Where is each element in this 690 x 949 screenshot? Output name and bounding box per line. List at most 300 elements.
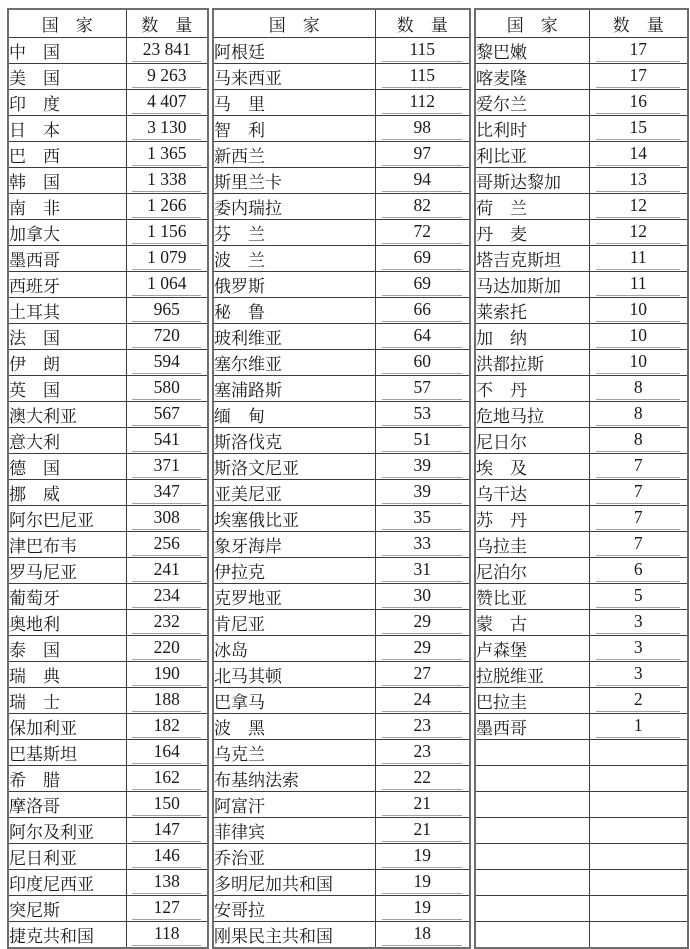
- country-cell: 中 国: [8, 38, 126, 64]
- country-cell: 乌干达: [475, 480, 589, 506]
- qty-value: 13: [596, 169, 680, 192]
- country-cell: 哥斯达黎加: [475, 168, 589, 194]
- table-row: [475, 402, 688, 428]
- qty-value: 3: [596, 611, 680, 634]
- table-row: [213, 324, 470, 350]
- country-cell: 缅 甸: [213, 402, 375, 428]
- header-row: [213, 9, 470, 38]
- table-row: [475, 298, 688, 324]
- table-row: [8, 636, 208, 662]
- qty-value: 720: [132, 325, 201, 348]
- qty-value: 57: [382, 377, 462, 400]
- table-row: [8, 896, 208, 922]
- qty-value: 150: [132, 793, 201, 816]
- table-row: [8, 194, 208, 220]
- table-row: [475, 116, 688, 142]
- qty-value: 30: [382, 585, 462, 608]
- table-row: [8, 428, 208, 454]
- country-cell: 南 非: [8, 194, 126, 220]
- country-cell: 卢森堡: [475, 636, 589, 662]
- country-cell: [475, 792, 589, 818]
- country-cell: 希 腊: [8, 766, 126, 792]
- qty-cell: [589, 584, 688, 610]
- qty-cell: [375, 636, 470, 662]
- qty-cell: [126, 688, 208, 714]
- table-row: [475, 506, 688, 532]
- qty-cell: [589, 90, 688, 116]
- table-row: [8, 870, 208, 896]
- qty-header: 数 量: [126, 9, 208, 38]
- qty-cell: [589, 480, 688, 506]
- qty-cell: [126, 792, 208, 818]
- qty-value: 1 064: [132, 273, 201, 296]
- header-row: [8, 9, 208, 38]
- table-row: [475, 636, 688, 662]
- table-row: [8, 610, 208, 636]
- qty-cell: [375, 454, 470, 480]
- qty-value: 82: [382, 195, 462, 218]
- country-cell: 肯尼亚: [213, 610, 375, 636]
- qty-cell: [375, 168, 470, 194]
- table-row: [475, 428, 688, 454]
- country-cell: 伊拉克: [213, 558, 375, 584]
- table-row: [213, 454, 470, 480]
- country-cell: 尼泊尔: [475, 558, 589, 584]
- qty-cell: [126, 740, 208, 766]
- qty-cell: [126, 922, 208, 949]
- table-row: [213, 480, 470, 506]
- qty-value: 35: [382, 507, 462, 530]
- qty-cell: [589, 818, 688, 844]
- qty-value: 19: [382, 871, 462, 894]
- qty-value: 27: [382, 663, 462, 686]
- table-row: [213, 766, 470, 792]
- table-row: [213, 246, 470, 272]
- header-row: [475, 9, 688, 38]
- qty-value: 39: [382, 455, 462, 478]
- qty-value: 69: [382, 273, 462, 296]
- table-row: [8, 688, 208, 714]
- country-cell: 瑞 典: [8, 662, 126, 688]
- qty-value: 66: [382, 299, 462, 322]
- table-row: [475, 220, 688, 246]
- table-row: [475, 558, 688, 584]
- qty-cell: [589, 350, 688, 376]
- qty-value: 164: [132, 741, 201, 764]
- qty-header: 数 量: [589, 9, 688, 38]
- qty-value: 29: [382, 637, 462, 660]
- country-cell: 亚美尼亚: [213, 480, 375, 506]
- country-cell: [475, 740, 589, 766]
- country-cell: 韩 国: [8, 168, 126, 194]
- qty-cell: [589, 896, 688, 922]
- qty-value: 11: [596, 247, 680, 270]
- qty-cell: [589, 714, 688, 740]
- country-cell: 意大利: [8, 428, 126, 454]
- table-row: [8, 298, 208, 324]
- qty-value: 241: [132, 559, 201, 582]
- table-row: [213, 870, 470, 896]
- country-cell: 斯洛文尼亚: [213, 454, 375, 480]
- country-cell: 乔治亚: [213, 844, 375, 870]
- table-row: [213, 688, 470, 714]
- country-cell: 摩洛哥: [8, 792, 126, 818]
- qty-cell: [126, 376, 208, 402]
- table-row: [213, 584, 470, 610]
- country-header: 国 家: [475, 9, 589, 38]
- qty-cell: [126, 532, 208, 558]
- country-cell: 比利时: [475, 116, 589, 142]
- country-cell: 加拿大: [8, 220, 126, 246]
- country-table-2: [212, 8, 471, 949]
- country-cell: 新西兰: [213, 142, 375, 168]
- qty-value: 33: [382, 533, 462, 556]
- country-cell: 奥地利: [8, 610, 126, 636]
- qty-cell: [126, 402, 208, 428]
- country-cell: 尼日利亚: [8, 844, 126, 870]
- qty-cell: [375, 896, 470, 922]
- table-row: [8, 818, 208, 844]
- qty-value: 19: [382, 897, 462, 920]
- qty-value: 31: [382, 559, 462, 582]
- qty-value: 4 407: [132, 91, 201, 114]
- qty-cell: [589, 246, 688, 272]
- qty-cell: [126, 90, 208, 116]
- table-row: [213, 220, 470, 246]
- country-table-1: [7, 8, 209, 949]
- qty-cell: [589, 428, 688, 454]
- qty-cell: [126, 714, 208, 740]
- qty-cell: [375, 870, 470, 896]
- table-row: [213, 272, 470, 298]
- table-row: [213, 350, 470, 376]
- country-cell: 多明尼加共和国: [213, 870, 375, 896]
- qty-value: 12: [596, 221, 680, 244]
- qty-cell: [375, 38, 470, 64]
- qty-cell: [375, 350, 470, 376]
- country-cell: 黎巴嫩: [475, 38, 589, 64]
- table-row: [213, 896, 470, 922]
- country-cell: 德 国: [8, 454, 126, 480]
- country-cell: 日 本: [8, 116, 126, 142]
- country-cell: 法 国: [8, 324, 126, 350]
- country-cell: 象牙海岸: [213, 532, 375, 558]
- qty-cell: [126, 870, 208, 896]
- qty-cell: [589, 116, 688, 142]
- qty-value: 8: [596, 403, 680, 426]
- table-row: [213, 818, 470, 844]
- qty-value: 112: [382, 91, 462, 114]
- country-cell: 保加利亚: [8, 714, 126, 740]
- qty-value: 12: [596, 195, 680, 218]
- country-header: 国 家: [8, 9, 126, 38]
- qty-value: 580: [132, 377, 201, 400]
- qty-cell: [375, 142, 470, 168]
- table-row: [8, 64, 208, 90]
- country-cell: 阿富汗: [213, 792, 375, 818]
- qty-cell: [126, 896, 208, 922]
- country-cell: 葡萄牙: [8, 584, 126, 610]
- table-row: [475, 168, 688, 194]
- qty-value: 1: [596, 715, 680, 738]
- table-row: [8, 272, 208, 298]
- table-row: [8, 142, 208, 168]
- qty-cell: [126, 142, 208, 168]
- country-cell: 印度尼西亚: [8, 870, 126, 896]
- table-row: [475, 610, 688, 636]
- table-row: [213, 428, 470, 454]
- table-row: [8, 246, 208, 272]
- table-row: [8, 714, 208, 740]
- country-cell: 美 国: [8, 64, 126, 90]
- qty-value: 188: [132, 689, 201, 712]
- table-row: [213, 38, 470, 64]
- qty-value: 162: [132, 767, 201, 790]
- qty-value: 567: [132, 403, 201, 426]
- country-cell: 塔吉克斯坦: [475, 246, 589, 272]
- table-row: [213, 740, 470, 766]
- country-cell: 冰岛: [213, 636, 375, 662]
- country-cell: 印 度: [8, 90, 126, 116]
- qty-cell: [126, 636, 208, 662]
- qty-value: 16: [596, 91, 680, 114]
- table-row: [475, 38, 688, 64]
- table-row: [475, 194, 688, 220]
- table-row: [213, 298, 470, 324]
- table-row: [475, 64, 688, 90]
- qty-cell: [589, 194, 688, 220]
- table-row: [475, 350, 688, 376]
- qty-value: 1 365: [132, 143, 201, 166]
- qty-cell: [126, 766, 208, 792]
- table-row: [8, 662, 208, 688]
- qty-value: 118: [132, 923, 201, 946]
- qty-cell: [589, 376, 688, 402]
- qty-value: 7: [596, 507, 680, 530]
- qty-value: 190: [132, 663, 201, 686]
- qty-value: 347: [132, 481, 201, 504]
- qty-cell: [375, 272, 470, 298]
- table-row: [8, 38, 208, 64]
- qty-cell: [375, 584, 470, 610]
- table-row: [213, 532, 470, 558]
- qty-cell: [589, 324, 688, 350]
- table-row: [8, 584, 208, 610]
- qty-value: 21: [382, 819, 462, 842]
- country-cell: 克罗地亚: [213, 584, 375, 610]
- qty-value: 7: [596, 533, 680, 556]
- qty-value: 23: [382, 715, 462, 738]
- qty-cell: [375, 714, 470, 740]
- qty-value: 8: [596, 429, 680, 452]
- qty-cell: [589, 142, 688, 168]
- qty-value: 3: [596, 663, 680, 686]
- qty-value: 127: [132, 897, 201, 920]
- qty-cell: [375, 90, 470, 116]
- qty-value: 10: [596, 299, 680, 322]
- table-row: [475, 584, 688, 610]
- country-cell: 玻利维亚: [213, 324, 375, 350]
- qty-value: 3: [596, 637, 680, 660]
- table-row: [213, 792, 470, 818]
- table-row: [213, 116, 470, 142]
- country-cell: 加 纳: [475, 324, 589, 350]
- table-body-3: [475, 38, 688, 949]
- table-row: [213, 168, 470, 194]
- qty-cell: [375, 194, 470, 220]
- qty-cell: [126, 428, 208, 454]
- qty-cell: [126, 324, 208, 350]
- table-row: [475, 324, 688, 350]
- qty-value: 2: [596, 689, 680, 712]
- country-cell: 突尼斯: [8, 896, 126, 922]
- qty-value: 18: [382, 923, 462, 946]
- qty-value: 541: [132, 429, 201, 452]
- qty-value: 64: [382, 325, 462, 348]
- qty-cell: [375, 818, 470, 844]
- country-cell: 布基纳法索: [213, 766, 375, 792]
- qty-cell: [375, 506, 470, 532]
- table-row: [8, 480, 208, 506]
- table-row: [213, 922, 470, 949]
- qty-value: 220: [132, 637, 201, 660]
- table-row: [213, 90, 470, 116]
- country-header: 国 家: [213, 9, 375, 38]
- qty-value: 5: [596, 585, 680, 608]
- qty-cell: [126, 480, 208, 506]
- country-cell: 荷 兰: [475, 194, 589, 220]
- qty-cell: [589, 402, 688, 428]
- qty-value: 10: [596, 351, 680, 374]
- country-cell: 马来西亚: [213, 64, 375, 90]
- table-row: [213, 662, 470, 688]
- table-row: [213, 636, 470, 662]
- qty-cell: [126, 38, 208, 64]
- table-row: [213, 194, 470, 220]
- qty-cell: [126, 454, 208, 480]
- qty-cell: [375, 922, 470, 949]
- country-cell: 危地马拉: [475, 402, 589, 428]
- qty-cell: [375, 558, 470, 584]
- table-row: [8, 922, 208, 949]
- qty-value: 10: [596, 325, 680, 348]
- table-row: [8, 116, 208, 142]
- country-cell: 埃塞俄比亚: [213, 506, 375, 532]
- qty-value: 53: [382, 403, 462, 426]
- table-row: [8, 844, 208, 870]
- qty-cell: [375, 324, 470, 350]
- country-cell: 不 丹: [475, 376, 589, 402]
- country-cell: 泰 国: [8, 636, 126, 662]
- qty-cell: [126, 350, 208, 376]
- country-cell: 丹 麦: [475, 220, 589, 246]
- table-row: [213, 64, 470, 90]
- qty-cell: [375, 662, 470, 688]
- qty-value: 21: [382, 793, 462, 816]
- table-row: [475, 376, 688, 402]
- qty-cell: [589, 766, 688, 792]
- qty-cell: [589, 792, 688, 818]
- table-row: [475, 818, 688, 844]
- country-cell: 埃 及: [475, 454, 589, 480]
- qty-cell: [589, 870, 688, 896]
- qty-value: 1 156: [132, 221, 201, 244]
- qty-cell: [589, 636, 688, 662]
- qty-cell: [375, 532, 470, 558]
- table-row: [475, 740, 688, 766]
- table-row: [8, 324, 208, 350]
- qty-cell: [126, 584, 208, 610]
- qty-cell: [375, 610, 470, 636]
- qty-cell: [375, 402, 470, 428]
- country-cell: 土耳其: [8, 298, 126, 324]
- table-row: [475, 922, 688, 949]
- qty-value: 115: [382, 39, 462, 62]
- country-cell: [475, 766, 589, 792]
- qty-value: 6: [596, 559, 680, 582]
- qty-value: 22: [382, 767, 462, 790]
- table-row: [8, 454, 208, 480]
- qty-value: 115: [382, 65, 462, 88]
- qty-cell: [375, 428, 470, 454]
- qty-value: 594: [132, 351, 201, 374]
- table-row: [8, 532, 208, 558]
- country-cell: 澳大利亚: [8, 402, 126, 428]
- country-cell: 阿根廷: [213, 38, 375, 64]
- country-cell: 巴 西: [8, 142, 126, 168]
- qty-cell: [126, 272, 208, 298]
- qty-cell: [375, 298, 470, 324]
- table-row: [475, 454, 688, 480]
- country-cell: 波 黑: [213, 714, 375, 740]
- qty-cell: [375, 792, 470, 818]
- table-row: [475, 142, 688, 168]
- qty-cell: [589, 844, 688, 870]
- country-cell: 委内瑞拉: [213, 194, 375, 220]
- qty-value: 94: [382, 169, 462, 192]
- qty-value: 234: [132, 585, 201, 608]
- qty-cell: [589, 532, 688, 558]
- qty-cell: [126, 818, 208, 844]
- qty-cell: [126, 610, 208, 636]
- country-cell: 巴拉圭: [475, 688, 589, 714]
- country-cell: 俄罗斯: [213, 272, 375, 298]
- qty-value: 39: [382, 481, 462, 504]
- table-row: [475, 688, 688, 714]
- table-body-2: [213, 38, 470, 949]
- table-row: [475, 662, 688, 688]
- qty-value: 256: [132, 533, 201, 556]
- qty-value: 9 263: [132, 65, 201, 88]
- country-cell: 马达加斯加: [475, 272, 589, 298]
- qty-value: 3 130: [132, 117, 201, 140]
- country-cell: 芬 兰: [213, 220, 375, 246]
- qty-value: 138: [132, 871, 201, 894]
- table-row: [8, 220, 208, 246]
- country-cell: 巴基斯坦: [8, 740, 126, 766]
- country-cell: 尼日尔: [475, 428, 589, 454]
- qty-value: 14: [596, 143, 680, 166]
- country-cell: 乌拉圭: [475, 532, 589, 558]
- qty-cell: [375, 766, 470, 792]
- country-cell: 西班牙: [8, 272, 126, 298]
- table-row: [213, 402, 470, 428]
- qty-value: 146: [132, 845, 201, 868]
- country-cell: 阿尔及利亚: [8, 818, 126, 844]
- country-cell: [475, 870, 589, 896]
- table-row: [475, 272, 688, 298]
- country-cell: 菲律宾: [213, 818, 375, 844]
